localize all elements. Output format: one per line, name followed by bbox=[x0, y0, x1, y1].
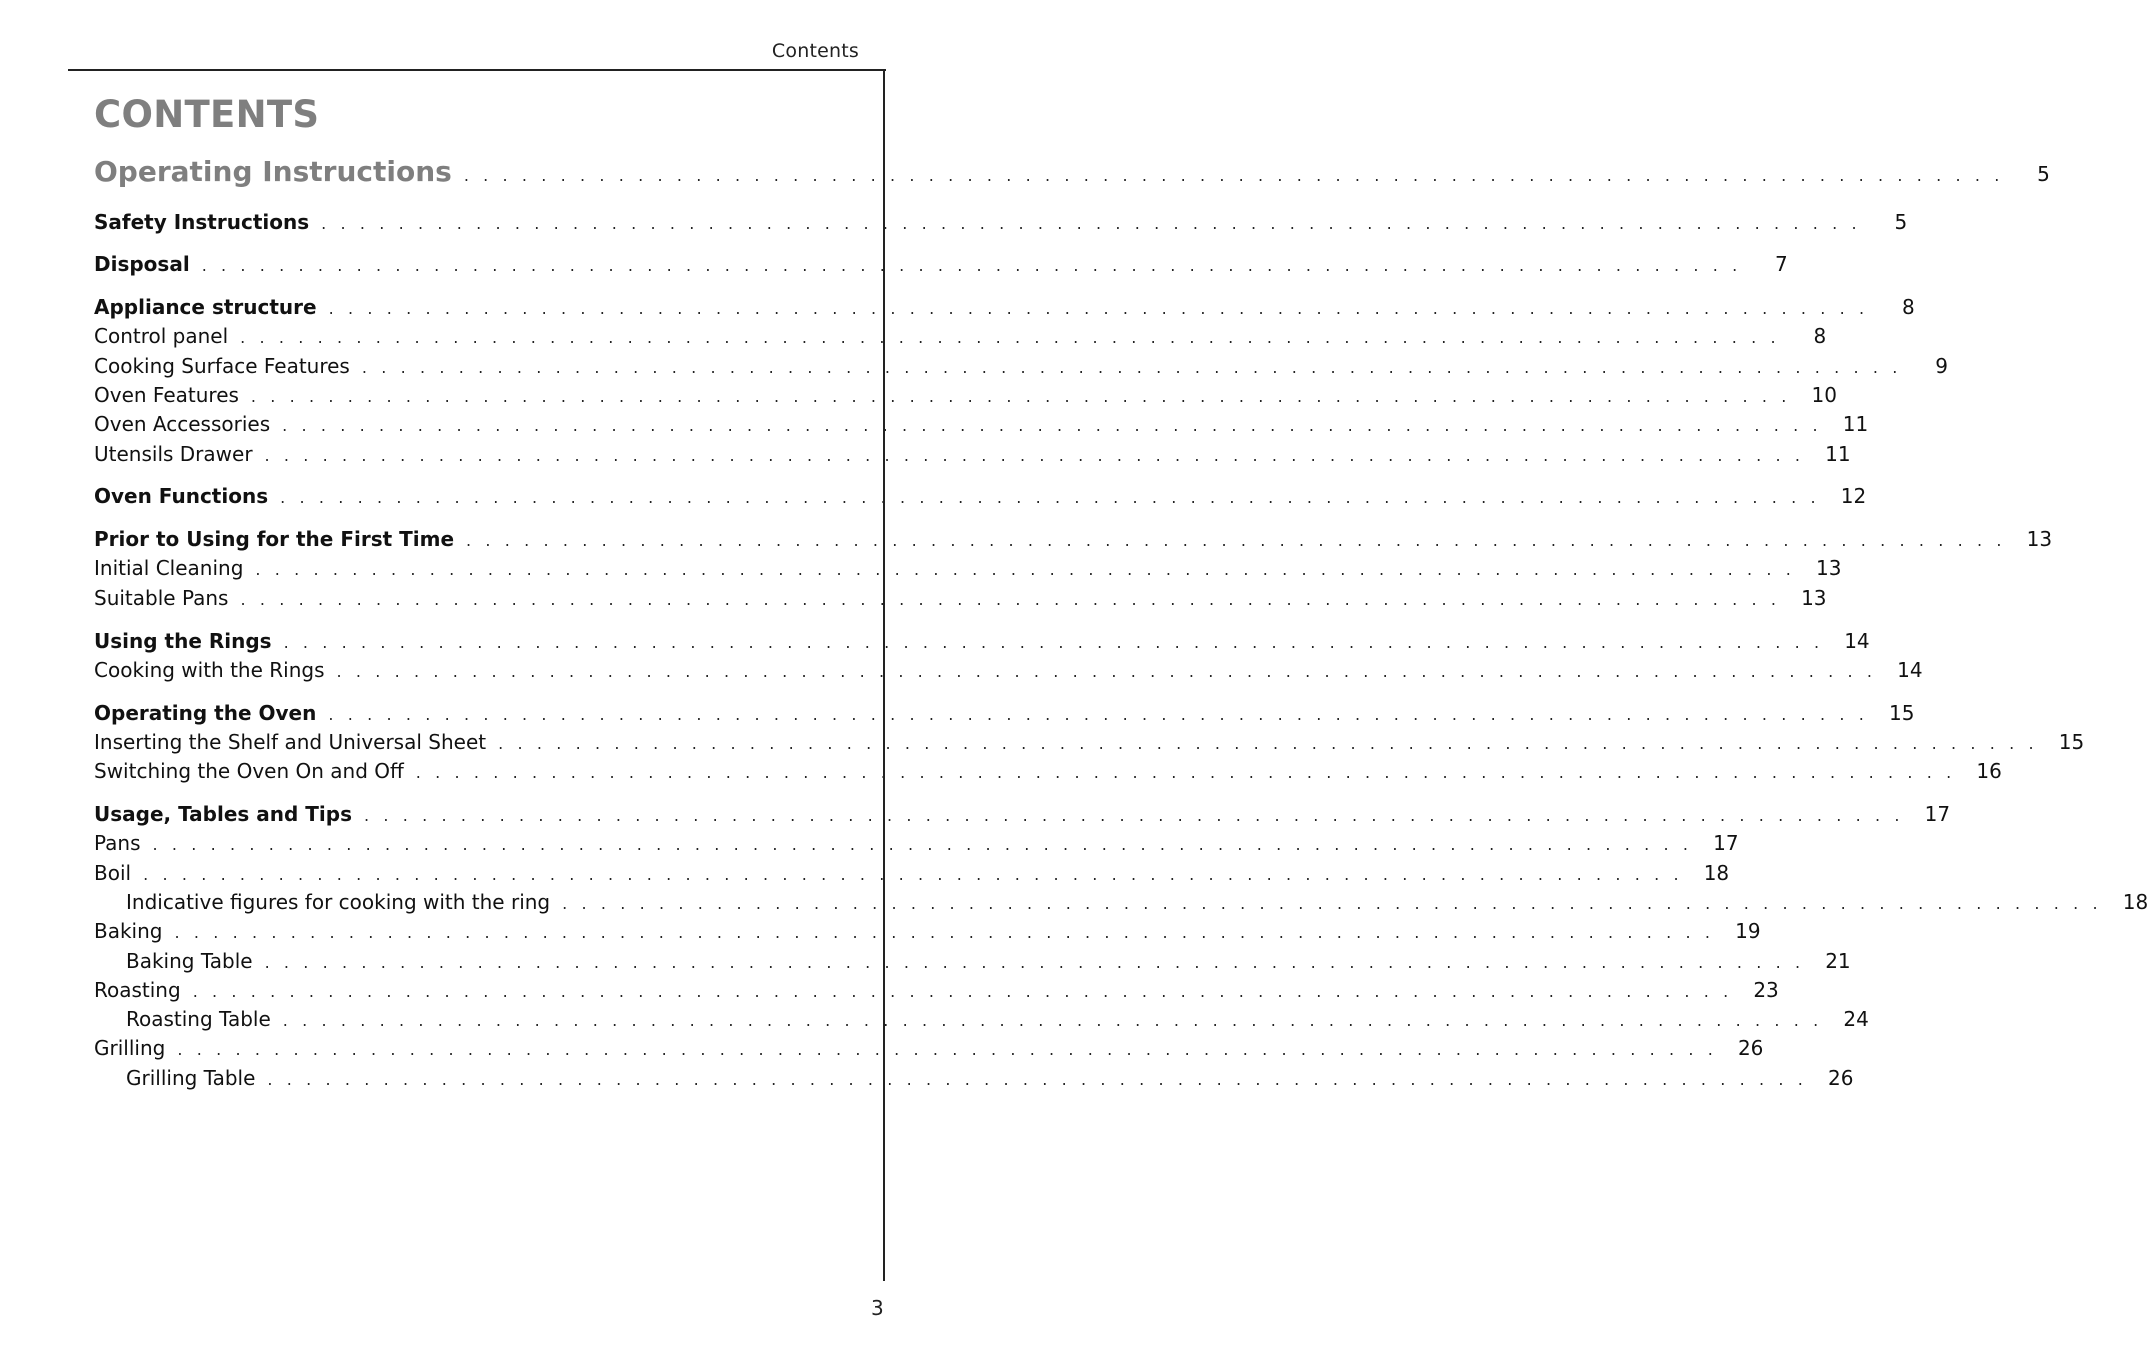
toc-entry[interactable] bbox=[94, 525, 2053, 554]
toc-entry-page: 5 bbox=[1894, 209, 1908, 234]
toc-entry[interactable] bbox=[94, 917, 1761, 946]
toc-dot-leader: . . . . . . . . . . . . . . . . . . . . . . . . . . . . . . . . . . . . . . . . . . . . . . . . . . . . . . . . . . . . . . . . . . . . . . . . . . . . . . . . bbox=[152, 835, 1693, 855]
page-title: CONTENTS bbox=[94, 93, 320, 136]
toc-dot-leader: . . . . . . . . . . . . . . . . . . . . . . . . . . . . . . . . . . . . . . . . . . . . . . . . . . . . . . . . . . . . . . . . . . . . . . . . . . . . . . . . bbox=[143, 864, 1684, 884]
toc-entry-page: 7 bbox=[1775, 252, 1788, 277]
toc-entry-page: 11 bbox=[1825, 441, 1851, 466]
toc-entry-label: Prior to Using for the First Time bbox=[94, 527, 455, 552]
toc-entry[interactable] bbox=[94, 1064, 1854, 1093]
toc-entry-page: 8 bbox=[1901, 295, 1915, 320]
toc-entry-page: 13 bbox=[1816, 556, 1842, 581]
toc-entry-page: 9 bbox=[1935, 353, 1948, 378]
toc-entry-label: Oven Features bbox=[94, 382, 239, 407]
toc-dot-leader: . . . . . . . . . . . . . . . . . . . . . . . . . . . . . . . . . . . . . . . . . . . . . . . . . . . . . . . . . . . . . . . . . . . . . . . . . . . . . . . . bbox=[463, 166, 2004, 185]
toc-entry-page: 18 bbox=[1703, 860, 1730, 885]
toc-entry-label: Control panel bbox=[94, 324, 229, 349]
toc-entry-label: Initial Cleaning bbox=[94, 556, 244, 581]
toc-entry-label: Suitable Pans bbox=[94, 585, 229, 610]
toc-entry-page: 23 bbox=[1753, 977, 1779, 1002]
toc-dot-leader: . . . . . . . . . . . . . . . . . . . . . . . . . . . . . . . . . . . . . . . . . . . . . . . . . . . . . . . . . . . . . . . . . . . . . . . . . . . . . . . . bbox=[280, 488, 1821, 508]
toc-entry-page: 13 bbox=[2026, 527, 2053, 552]
toc-dot-leader: . . . . . . . . . . . . . . . . . . . . . . . . . . . . . . . . . . . . . . . . . . . . . . . . . . . . . . . . . . . . . . . . . . . . . . . . . . . . . . . . bbox=[264, 445, 1805, 465]
toc-entry-label: Baking bbox=[94, 919, 163, 944]
toc-entry-page: 13 bbox=[1801, 585, 1827, 610]
toc-entry[interactable] bbox=[94, 859, 1730, 888]
toc-entry-page: 26 bbox=[1737, 1036, 1764, 1061]
toc-entry[interactable] bbox=[94, 1034, 1764, 1063]
toc-entry-label: Operating Instructions bbox=[94, 155, 452, 188]
toc-entry-page: 16 bbox=[1976, 759, 2002, 784]
toc-entry-page: 18 bbox=[2122, 889, 2148, 914]
toc-entry-label: Pans bbox=[94, 831, 141, 856]
toc-entry[interactable] bbox=[94, 947, 1851, 976]
toc-entry[interactable] bbox=[94, 1005, 1869, 1034]
toc-entry-page: 15 bbox=[1888, 700, 1915, 725]
toc-dot-leader: . . . . . . . . . . . . . . . . . . . . . . . . . . . . . . . . . . . . . . . . . . . . . . . . . . . . . . . . . . . . . . . . . . . . . . . . . . . . . . . . bbox=[321, 213, 1862, 233]
toc-entry[interactable] bbox=[94, 250, 1788, 279]
toc-entry-page: 19 bbox=[1735, 919, 1761, 944]
toc-entry[interactable] bbox=[94, 888, 2148, 917]
toc-entry-page: 14 bbox=[1844, 628, 1870, 653]
toc-entry[interactable] bbox=[94, 699, 1915, 728]
toc-entry-label: Disposal bbox=[94, 252, 190, 277]
toc-entry[interactable] bbox=[94, 293, 1915, 322]
toc-entry-page: 24 bbox=[1843, 1007, 1869, 1032]
toc-entry-label: Indicative figures for cooking with the ring bbox=[126, 889, 551, 914]
table-of-contents bbox=[94, 150, 2148, 1093]
toc-dot-leader: . . . . . . . . . . . . . . . . . . . . . . . . . . . . . . . . . . . . . . . . . . . . . . . . . . . . . . . . . . . . . . . . . . . . . . . . . . . . . . . . bbox=[363, 806, 1905, 826]
toc-dot-leader: . . . . . . . . . . . . . . . . . . . . . . . . . . . . . . . . . . . . . . . . . . . . . . . . . . . . . . . . . . . . . . . . . . . . . . . . . . . . . . . . bbox=[201, 256, 1742, 276]
toc-entry-label: Oven Functions bbox=[94, 484, 269, 509]
toc-entry-label: Roasting bbox=[94, 977, 181, 1002]
toc-dot-leader: . . . . . . . . . . . . . . . . . . . . . . . . . . . . . . . . . . . . . . . . . . . . . . . . . . . . . . . . . . . . . . . . . . . . . . . . . . . . . . . . bbox=[240, 589, 1781, 609]
toc-entry-label: Safety Instructions bbox=[94, 209, 310, 234]
toc-entry-label: Utensils Drawer bbox=[94, 441, 253, 466]
toc-dot-leader: . . . . . . . . . . . . . . . . . . . . . . . . . . . . . . . . . . . . . . . . . . . . . . . . . . . . . . . . . . . . . . . . . . . . . . . . . . . . . . . . bbox=[562, 893, 2103, 913]
toc-entry-label: Boil bbox=[94, 860, 132, 885]
toc-entry[interactable] bbox=[94, 381, 1837, 410]
toc-dot-leader: . . . . . . . . . . . . . . . . . . . . . . . . . . . . . . . . . . . . . . . . . . . . . . . . . . . . . . . . . . . . . . . . . . . . . . . . . . . . . . . . bbox=[283, 632, 1824, 652]
page-number: 3 bbox=[871, 1296, 884, 1320]
toc-entry-label: Usage, Tables and Tips bbox=[94, 802, 352, 827]
toc-entry[interactable] bbox=[94, 322, 1827, 351]
toc-entry-label: Cooking with the Rings bbox=[94, 657, 325, 682]
toc-entry[interactable] bbox=[94, 584, 1827, 613]
toc-dot-leader: . . . . . . . . . . . . . . . . . . . . . . . . . . . . . . . . . . . . . . . . . . . . . . . . . . . . . . . . . . . . . . . . . . . . . . . . . . . . . . . . bbox=[255, 560, 1796, 580]
toc-entry-page: 10 bbox=[1811, 382, 1837, 407]
toc-entry-label: Grilling Table bbox=[126, 1065, 256, 1090]
toc-entry-label: Oven Accessories bbox=[94, 412, 271, 437]
toc-entry-label: Baking Table bbox=[126, 948, 253, 973]
toc-entry-label: Cooking Surface Features bbox=[94, 353, 350, 378]
toc-entry-page: 8 bbox=[1813, 324, 1827, 349]
toc-dot-leader: . . . . . . . . . . . . . . . . . . . . . . . . . . . . . . . . . . . . . . . . . . . . . . . . . . . . . . . . . . . . . . . . . . . . . . . . . . . . . . . . bbox=[240, 328, 1781, 348]
toc-entry[interactable] bbox=[94, 554, 1842, 583]
toc-dot-leader: . . . . . . . . . . . . . . . . . . . . . . . . . . . . . . . . . . . . . . . . . . . . . . . . . . . . . . . . . . . . . . . . . . . . . . . . . . . . . . . . bbox=[415, 763, 1956, 783]
toc-entry-page: 12 bbox=[1840, 484, 1867, 509]
toc-dot-leader: . . . . . . . . . . . . . . . . . . . . . . . . . . . . . . . . . . . . . . . . . . . . . . . . . . . . . . . . . . . . . . . . . . . . . . . . . . . . . . . . bbox=[328, 704, 1869, 724]
toc-entry-page: 26 bbox=[1828, 1065, 1854, 1090]
toc-entry[interactable] bbox=[94, 976, 1779, 1005]
toc-dot-leader: . . . . . . . . . . . . . . . . . . . . . . . . . . . . . . . . . . . . . . . . . . . . . . . . . . . . . . . . . . . . . . . . . . . . . . . . . . . . . . . . bbox=[267, 1069, 1808, 1089]
running-header: Contents bbox=[771, 40, 859, 62]
toc-entry-page: 15 bbox=[2058, 729, 2085, 754]
toc-entry-page: 11 bbox=[1842, 412, 1869, 437]
toc-dot-leader: . . . . . . . . . . . . . . . . . . . . . . . . . . . . . . . . . . . . . . . . . . . . . . . . . . . . . . . . . . . . . . . . . . . . . . . . . . . . . . . . bbox=[466, 531, 2007, 551]
toc-dot-leader: . . . . . . . . . . . . . . . . . . . . . . . . . . . . . . . . . . . . . . . . . . . . . . . . . . . . . . . . . . . . . . . . . . . . . . . . . . . . . . . . bbox=[264, 952, 1805, 972]
toc-entry[interactable] bbox=[94, 482, 1867, 511]
toc-entry[interactable] bbox=[94, 352, 1948, 381]
toc-dot-leader: . . . . . . . . . . . . . . . . . . . . . . . . . . . . . . . . . . . . . . . . . . . . . . . . . . . . . . . . . . . . . . . . . . . . . . . . . . . . . . . . bbox=[192, 981, 1733, 1001]
toc-entry-page: 5 bbox=[2037, 162, 2050, 186]
toc-entry-label: Appliance structure bbox=[94, 295, 317, 320]
toc-dot-leader: . . . . . . . . . . . . . . . . . . . . . . . . . . . . . . . . . . . . . . . . . . . . . . . . . . . . . . . . . . . . . . . . . . . . . . . . . . . . . . . . bbox=[361, 357, 1902, 377]
toc-entry-label: Roasting Table bbox=[126, 1007, 271, 1032]
top-rule bbox=[68, 69, 886, 71]
toc-dot-leader: . . . . . . . . . . . . . . . . . . . . . . . . . . . . . . . . . . . . . . . . . . . . . . . . . . . . . . . . . . . . . . . . . . . . . . . . . . . . . . . . bbox=[328, 299, 1869, 319]
toc-entry[interactable] bbox=[94, 410, 1869, 439]
toc-entry-label: Grilling bbox=[94, 1036, 166, 1061]
toc-entry-page: 21 bbox=[1825, 948, 1851, 973]
toc-entry-label: Using the Rings bbox=[94, 628, 272, 653]
toc-dot-leader: . . . . . . . . . . . . . . . . . . . . . . . . . . . . . . . . . . . . . . . . . . . . . . . . . . . . . . . . . . . . . . . . . . . . . . . . . . . . . . . . bbox=[336, 661, 1877, 681]
toc-entry-page: 17 bbox=[1924, 802, 1951, 827]
toc-entry-label: Switching the Oven On and Off bbox=[94, 759, 404, 784]
toc-entry[interactable] bbox=[94, 627, 1870, 656]
toc-entry[interactable] bbox=[94, 656, 1923, 685]
toc-entry[interactable] bbox=[94, 150, 2050, 194]
toc-entry[interactable] bbox=[94, 829, 1739, 858]
toc-entry[interactable] bbox=[94, 800, 1951, 829]
toc-entry-page: 17 bbox=[1713, 831, 1739, 856]
toc-entry[interactable] bbox=[94, 208, 1908, 237]
toc-entry[interactable] bbox=[94, 757, 2002, 786]
toc-entry[interactable] bbox=[94, 728, 2085, 757]
toc-entry[interactable] bbox=[94, 440, 1851, 469]
toc-dot-leader: . . . . . . . . . . . . . . . . . . . . . . . . . . . . . . . . . . . . . . . . . . . . . . . . . . . . . . . . . . . . . . . . . . . . . . . . . . . . . . . . bbox=[282, 1011, 1823, 1031]
toc-entry-label: Operating the Oven bbox=[94, 700, 317, 725]
toc-entry-page: 14 bbox=[1897, 657, 1923, 682]
toc-dot-leader: . . . . . . . . . . . . . . . . . . . . . . . . . . . . . . . . . . . . . . . . . . . . . . . . . . . . . . . . . . . . . . . . . . . . . . . . . . . . . . . . bbox=[174, 923, 1715, 943]
toc-dot-leader: . . . . . . . . . . . . . . . . . . . . . . . . . . . . . . . . . . . . . . . . . . . . . . . . . . . . . . . . . . . . . . . . . . . . . . . . . . . . . . . . bbox=[498, 733, 2039, 753]
toc-entry-label: Inserting the Shelf and Universal Sheet bbox=[94, 729, 487, 754]
toc-dot-leader: . . . . . . . . . . . . . . . . . . . . . . . . . . . . . . . . . . . . . . . . . . . . . . . . . . . . . . . . . . . . . . . . . . . . . . . . . . . . . . . . bbox=[250, 386, 1791, 406]
toc-dot-leader: . . . . . . . . . . . . . . . . . . . . . . . . . . . . . . . . . . . . . . . . . . . . . . . . . . . . . . . . . . . . . . . . . . . . . . . . . . . . . . . . bbox=[282, 416, 1823, 436]
toc-dot-leader: . . . . . . . . . . . . . . . . . . . . . . . . . . . . . . . . . . . . . . . . . . . . . . . . . . . . . . . . . . . . . . . . . . . . . . . . . . . . . . . . bbox=[177, 1040, 1718, 1060]
